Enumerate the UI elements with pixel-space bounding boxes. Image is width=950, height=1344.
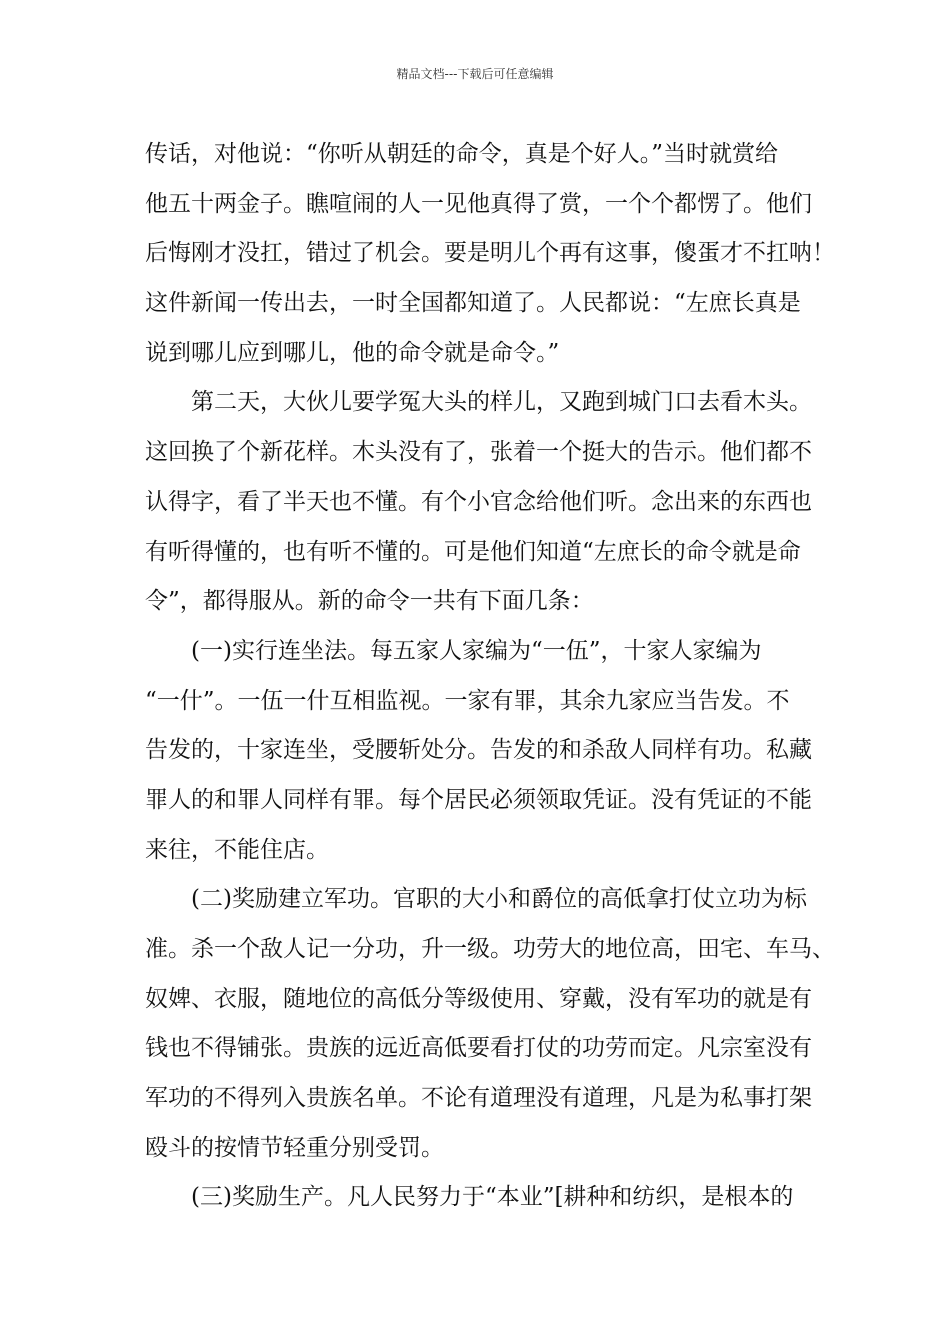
text-line: 有听得懂的，也有听不懂的。可是他们知道“左庶长的命令就是命 [145, 538, 801, 565]
text-line: 殴斗的按情节轻重分别受罚。 [145, 1134, 444, 1161]
text-line: 这回换了个新花样。木头没有了，张着一个挺大的告示。他们都不 [145, 439, 812, 466]
text-line: 准。杀一个敌人记一分功，升一级。功劳大的地位高，田宅、车马、 [145, 936, 835, 962]
text-line: 令”，都得服从。新的命令一共有下面几条： [145, 588, 594, 615]
text-line: 来往，不能住店。 [145, 836, 329, 863]
text-line: (三)奖励生产。凡人民努力于“本业”[耕种和纺织，是根本的 [191, 1184, 794, 1211]
text-line: 罪人的和罪人同样有罪。每个居民必须领取凭证。没有凭证的不能 [145, 786, 812, 813]
text-line: 认得字，看了半天也不懂。有个小官念给他们听。念出来的东西也 [145, 488, 812, 515]
text-line: (二)奖励建立军功。官职的大小和爵位的高低拿打仗立功为标 [191, 886, 807, 913]
text-line: (一)实行连坐法。每五家人家编为“一伍”，十家人家编为 [191, 637, 762, 664]
text-line: 钱也不得铺张。贵族的远近高低要看打仗的功劳而定。凡宗室没有 [145, 1035, 812, 1062]
text-line: 第二天，大伙儿要学冤大头的样儿，又跑到城门口去看木头。 [191, 389, 812, 416]
text-line: 奴婢、衣服，随地位的高低分等级使用、穿戴，没有军功的就是有 [145, 985, 812, 1012]
text-line: “一什”。一伍一什互相监视。一家有罪，其余九家应当告发。不 [145, 687, 790, 714]
text-line: 军功的不得列入贵族名单。不论有道理没有道理，凡是为私事打架 [145, 1085, 812, 1112]
text-line: 他五十两金子。瞧喧闹的人一见他真得了赏，一个个都愣了。他们 [145, 190, 812, 217]
text-line: 告发的，十家连坐，受腰斩处分。告发的和杀敌人同样有功。私藏 [145, 737, 812, 764]
text-line: 这件新闻一传出去，一时全国都知道了。人民都说：“左庶长真是 [145, 290, 801, 317]
text-line: 后悔刚才没扛，错过了机会。要是明儿个再有这事，傻蛋才不扛呐！ [145, 240, 835, 267]
text-line: 传话，对他说：“你听从朝廷的命令，真是个好人。”当时就赏给 [145, 141, 779, 167]
document-body [145, 130, 835, 1223]
text-line: 说到哪儿应到哪儿，他的命令就是命令。” [145, 339, 560, 366]
page-header: 精品文档---下载后可任意编辑 [396, 67, 554, 81]
